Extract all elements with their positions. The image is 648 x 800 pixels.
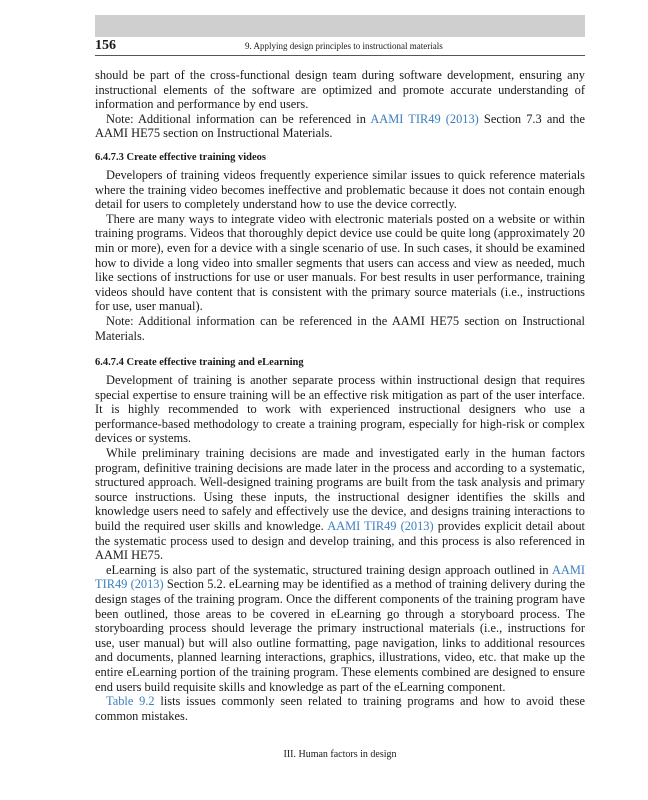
elearning-paragraph-4 xyxy=(95,694,585,723)
running-title: 9. Applying design principles to instructional materials xyxy=(245,41,443,51)
videos-paragraph-1: Developers of training videos frequently experience similar issues to quick reference materials where the training video becomes ineffective and problematic because it does not contain enough detail for users to completely understand how to use the device correctly. xyxy=(95,167,585,212)
section-heading-training-elearning: 6.4.7.4 Create effective training and eLearning xyxy=(95,357,304,369)
paragraph-text: provides explicit detail about the systematic process used to design and develop training, and this process is also referenced in AAMI HE75. xyxy=(95,519,585,563)
paragraph-continued: should be part of the cross-functional design team during software development, ensuring any instructional elements of the software are optimized and promote accurate understanding of information and performance by end users. xyxy=(95,68,585,112)
videos-note-paragraph: Note: Additional information can be referenced in the AAMI HE75 section on Instructional Materials. xyxy=(95,313,585,343)
reference-link-tir49[interactable]: AAMI TIR49 (2013) xyxy=(370,111,479,126)
section-heading-training-videos: 6.4.7.3 Create effective training videos xyxy=(95,151,266,163)
top-gray-bar xyxy=(95,15,585,37)
paragraph-text: eLearning is also part of the systematic, structured training design approach outlined in xyxy=(106,562,552,577)
table-link-9-2[interactable]: Table 9.2 xyxy=(106,694,155,709)
page-body xyxy=(95,68,585,723)
note-text-end: Section 7.3 and the AAMI HE75 section on Instructional Materials. xyxy=(95,111,585,141)
page-footer: III. Human factors in design xyxy=(283,749,397,760)
note-text-start: Note: Additional information can be referenced in xyxy=(106,111,371,126)
videos-paragraph-2: There are many ways to integrate video with electronic materials posted on a website or within training programs. Videos that thoroughly depict device use could be quite long (approximately 20 min or more), even for a device with a single scenario of use. In such cases, it should be examined how to divide a long video into smaller segments that users can access and view as needed, much like sections of instructions for use or user manuals. For best results in user performance, training videos should have content that is consistent with the primary source materials (i.e., instructions for use, user manual). xyxy=(95,211,585,314)
note-paragraph xyxy=(95,112,585,141)
paragraph-text: lists issues commonly seen related to training programs and how to avoid these common mistakes. xyxy=(95,694,585,723)
elearning-paragraph-1: Development of training is another separate process within instructional design that requires special expertise to ensure training will be an effective risk mitigation as part of the user interface. It is highly recommended to work with experienced instructional designers who use a performance-based methodology to create a training program, especially for high-risk or complex devices or systems. xyxy=(95,373,585,446)
paragraph-text: Section 5.2. eLearning may be identified as a method of training delivery during the design stages of the training program. Once the different components of the training program have been outlined, those areas to be covered in eLearning go through a storyboard process. The storyboarding process should leverage the primary instructional materials (i.e., instructions for use, user manual) but will also outline formatting, page navigation, links to additional resources and documents, planned learning interactions, graphics, illustrations, video, etc. that make up the entire eLearning portion of the training program. These elements combined are designed to ensure end users build requisite skills and knowledge as part of the eLearning component. xyxy=(95,577,586,694)
reference-link-tir49[interactable]: AAMI TIR49 (2013) xyxy=(327,519,434,534)
reference-link-tir49[interactable]: AAMI TIR49 (2013) xyxy=(95,562,585,592)
elearning-paragraph-2 xyxy=(95,446,585,563)
elearning-paragraph-3 xyxy=(95,563,585,694)
paragraph-text: While preliminary training decisions are made and investigated early in the human factors program, definitive training decisions are made later in the process and according to a systematic, structured approach. Well-designed training programs are built from the task analysis and primary source instructions. Using these inputs, the instructional designer identifies the skills and knowledge users need to safely and effectively use the device, and designs training interactions to build the required user skills and knowledge. xyxy=(95,446,585,534)
page-number: 156 xyxy=(95,38,116,53)
page-header xyxy=(95,38,585,56)
